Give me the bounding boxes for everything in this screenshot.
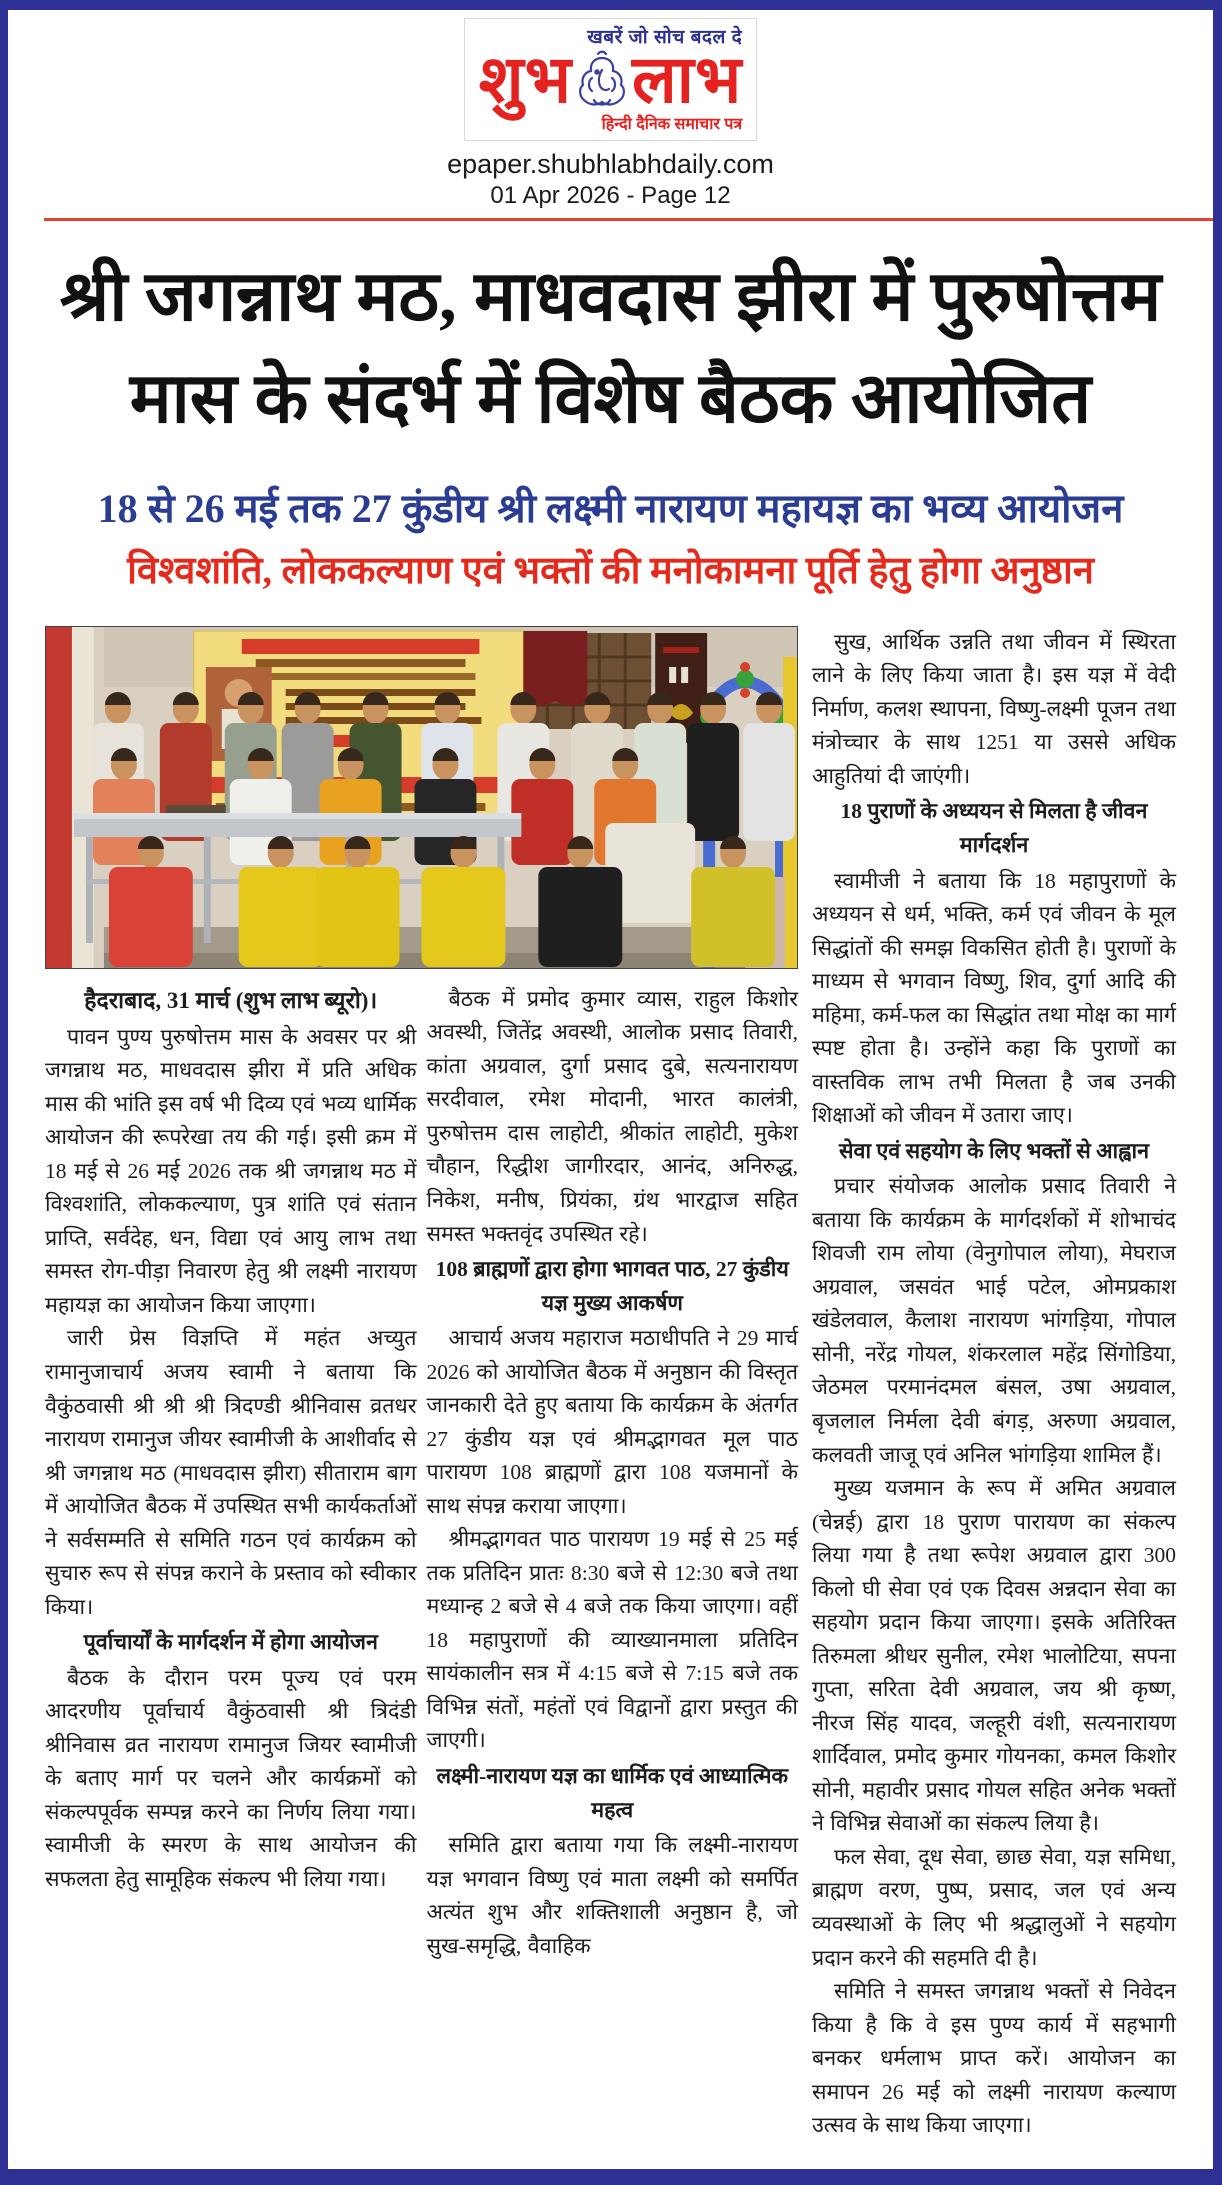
article-column-3 xyxy=(812,626,1176,2143)
logo-box xyxy=(464,18,758,141)
main-headline xyxy=(38,247,1183,450)
article-para: स्वामीजी ने बताया कि 18 महापुराणों के अध्ययन से धर्म, भक्ति, कर्म एवं जीवन के मूल सिद्धांतों की समझ विकसित होती है। पुराणों के माध्यम से भगवान विष्णु, शिव, दुर्गा आदि की महिमा, कर्म-फल का सिद्धांत तथा मोक्ष का मार्ग स्पष्ट होता है। उन्होंने कहा कि पुराणों का वास्तविक लाभ तभी मिलता है जब उनकी शिक्षाओं को जीवन में उतारा जाए। xyxy=(812,868,1176,1128)
article-para: आचार्य अजय महाराज मठाधीपति ने 29 मार्च 2026 को आयोजित बैठक में अनुष्ठान की विस्तृत जानकारी देते हुए बताया कि कार्यक्रम के अंतर्गत 27 कुंडीय यज्ञ एवं श्रीमद्भागवत मूल पाठ पारायण 108 ब्राह्मणों द्वारा 108 यजमानों के साथ संपन्न कराया जाएगा। xyxy=(426,1326,798,1518)
logo-word-shubh: शुभ xyxy=(478,41,573,118)
article-para: बैठक के दौरान परम पूज्य एवं परम आदरणीय पूर्वाचार्य वैकुंठवासी श्री त्रिदंडी श्रीनिवास व्रत नारायण रामानुज जियर स्वामीजी के बताए मार्ग पर चलने और कार्यक्रमों को संकल्पपूर्वक सम्पन्न करने का निर्णय लिया गया। स्वामीजी के स्मरण के साथ आयोजन की सफलता हेतु सामूहिक संकल्प भी लिया गया। xyxy=(45,1665,417,1891)
ganesha-icon xyxy=(576,48,628,112)
article-subhead: पूर्वाचार्यों के मार्गदर्शन में होगा आयोजन xyxy=(83,1630,378,1655)
article-column-1 xyxy=(45,983,417,1963)
article-subhead: 108 ब्राह्मणों द्वारा होगा भागवत पाठ, 27 कुंडीय यज्ञ मुख्य आकर्षण xyxy=(435,1257,789,1315)
group-photo xyxy=(45,626,798,969)
article-para: मुख्य यजमान के रूप में अमित अग्रवाल (चेन्नई) द्वारा 18 पुराण पारायण का संकल्प लिया गया है तथा रूपेश अग्रवाल द्वारा 300 किलो घी सेवा एवं एक दिवस अन्नदान सेवा का सहयोग प्रदान किया जाएगा। इसके अतिरिक्त तिरुमला श्रीधर सुनील, रमेश भालोटिया, सपना गुप्ता, सरिता देवी अग्रवाल, जय श्री कृष्ण, नीरज सिंह यादव, जल्हूरी वंशी, सत्यनारायण शार्दिवाल, प्रमोद कुमार गोयनका, कमल किशोर सोनी, महावीर प्रसाद गोयल सहित अनेक भक्तों ने विभिन्न सेवाओं का संकल्प लिया है। xyxy=(812,1476,1176,1836)
subheadline-blue: 18 से 26 मई तक 27 कुंडीय श्री लक्ष्मी नारायण महायज्ञ का भव्य आयोजन xyxy=(97,486,1124,532)
article-para: समिति द्वारा बताया गया कि लक्ष्मी-नारायण यज्ञ भगवान विष्णु एवं माता लक्ष्मी को समर्पित अत्यंत शुभ और शक्तिशाली अनुष्ठान है, जो सुख-समृद्धि, वैवाहिक xyxy=(426,1833,798,1958)
article-left-stack xyxy=(45,626,798,1963)
subheadline-red: विश्वशांति, लोककल्याण एवं भक्तों की मनोकामना पूर्ति हेतु होगा अनुष्ठान xyxy=(127,550,1094,593)
article-para: समिति ने समस्त जगन्नाथ भक्तों से निवेदन किया है कि वे इस पुण्य कार्य में सहभागी बनकर धर्मलाभ प्राप्त करें। आयोजन का समापन 26 मई को लक्ष्मी नारायण कल्याण उत्सव के साथ किया जाएगा। xyxy=(812,1979,1176,2138)
logo xyxy=(478,41,743,118)
article-column-2 xyxy=(427,983,799,1963)
article-para: पावन पुण्य पुरुषोत्तम मास के अवसर पर श्री जगन्नाथ मठ, माधवदास झीरा में प्रति अधिक मास की भांति इस वर्ष भी दिव्य एवं भव्य धार्मिक आयोजन की रूपरेखा तय की गई। इसी क्रम में 18 मई से 26 मई 2026 तक श्री जगन्नाथ मठ में विश्वशांति, लोककल्याण, पुत्र शांति एवं संतान प्राप्ति, सर्वदेह, धन, विद्या एवं आयु लाभ तथा समस्त रोग-पीड़ा निवारण हेतु श्री लक्ष्मी नारायण महायज्ञ का आयोजन किया जाएगा। xyxy=(45,1024,417,1317)
article-subhead: 18 पुराणों के अध्ययन से मिलता है जीवन मार्गदर्शन xyxy=(840,799,1148,857)
article-subhead: सेवा एवं सहयोग के लिए भक्तों से आह्वान xyxy=(838,1138,1150,1163)
logo-subtitle: हिन्दी दैनिक समाचार पत्र xyxy=(601,116,743,134)
article-para: श्रीमद्भागवत पाठ पारायण 19 मई से 25 मई तक प्रतिदिन प्रातः 8:30 बजे से 12:30 बजे तथा मध्यान्ह 2 बजे से 4 बजे तक किया जाएगा। वहीं 18 महापुराणों की व्याख्यानमाला प्रतिदिन सायंकालीन सत्र में 4:15 बजे से 7:15 बजे तक विभिन्न संतों, महंतों एवं विद्वानों द्वारा प्रस्तुत की जाएगी। xyxy=(426,1527,798,1753)
article-para: जारी प्रेस विज्ञप्ति में महंत अच्युत रामानुजाचार्य अजय स्वामी ने बताया कि वैकुंठवासी श्री श्री श्री त्रिदण्डी श्रीनिवास व्रतधर नारायण रामानुज जीयर स्वामीजी के आशीर्वाद से श्री जगन्नाथ मठ (माधवदास झीरा) सीताराम बाग में आयोजित बैठक में उपस्थित सभी कार्यकर्ताओं ने सर्वसम्मति से समिति गठन एवं कार्यक्रम को सुचारु रूप से संपन्न कराने के प्रस्ताव को स्वीकार किया। xyxy=(45,1326,417,1619)
article-dateline: हैदराबाद, 31 मार्च (शुभ लाभ ब्यूरो)। xyxy=(84,987,378,1013)
masthead xyxy=(8,10,1213,210)
columns-under-photo xyxy=(45,983,798,1963)
logo-tagline: खबरें जो सोच बदल दे xyxy=(587,27,743,48)
article-para: सुख, आर्थिक उन्नति तथा जीवन में स्थिरता लाने के लिए किया जाता है। इस यज्ञ में वेदी निर्माण, कलश स्थापना, विष्णु-लक्ष्मी पूजन तथा मंत्रोच्चार के साथ 1251 या उससे अधिक आहुतियां दी जाएंगी। xyxy=(812,629,1176,788)
bottom-border-bar xyxy=(8,2169,1213,2185)
article-para: बैठक में प्रमोद कुमार व्यास, राहुल किशोर अवस्थी, जितेंद्र अवस्थी, आलोक प्रसाद तिवारी, कांता अग्रवाल, दुर्गा प्रसाद दुबे, सत्यनारायण सरदीवाल, रमेश मोदानी, भारत कालंत्री, पुरुषोत्तम दास लाहोटी, श्रीकांत लाहोटी, मुकेश चौहान, रिद्धीश जागीरदार, आनंद, अनिरुद्ध, निकेश, मनीष, प्रियंका, ग्रंथ भारद्वाज सहित समस्त भक्तवृंद उपस्थित रहे। xyxy=(426,986,798,1246)
article-para: प्रचार संयोजक आलोक प्रसाद तिवारी ने बताया कि कार्यक्रम के मार्गदर्शकों में शोभाचंद शिवजी राम लोया (वेनुगोपाल लोया), मेघराज अग्रवाल, जसवंत भाई पटेल, ओमप्रकाश खंडेलवाल, कैलाश नारायण भांगड़िया, गोपाल सोनी, नरेंद्र गोयल, शंकरलाल महेंद्र सिंगोडिया, जेठमल परमानंदमल बंसल, उषा अग्रवाल, बृजलाल निर्मला देवी बंगड़, अरुणा अग्रवाल, कलवती जाजू एवं अनिल भांगड़िया शामिल हैं। xyxy=(812,1174,1176,1467)
header-rule xyxy=(44,218,1213,221)
edition-date-page: 01 Apr 2026 - Page 12 xyxy=(490,182,731,210)
article-subhead: लक्ष्मी-नारायण यज्ञ का धार्मिक एवं आध्यात्मिक महत्व xyxy=(436,1764,788,1822)
article-body xyxy=(8,626,1213,2143)
article-para: फल सेवा, दूध सेवा, छाछ सेवा, यज्ञ समिधा, ब्राह्मण वरण, पुष्प, प्रसाद, जल एवं अन्य व्यवस्थाओं के लिए भी श्रद्धालुओं ने सहयोग प्रदान करने की सहमति दी है। xyxy=(812,1844,1176,1970)
headline-line-2: मास के संदर्भ में विशेष बैठक आयोजित xyxy=(129,360,1092,438)
headline-line-1: श्री जगन्नाथ मठ, माधवदास झीरा में पुरुषोत्तम xyxy=(59,259,1162,337)
logo-word-labh: लाभ xyxy=(632,41,743,118)
epaper-url: epaper.shubhlabhdaily.com xyxy=(447,149,774,180)
